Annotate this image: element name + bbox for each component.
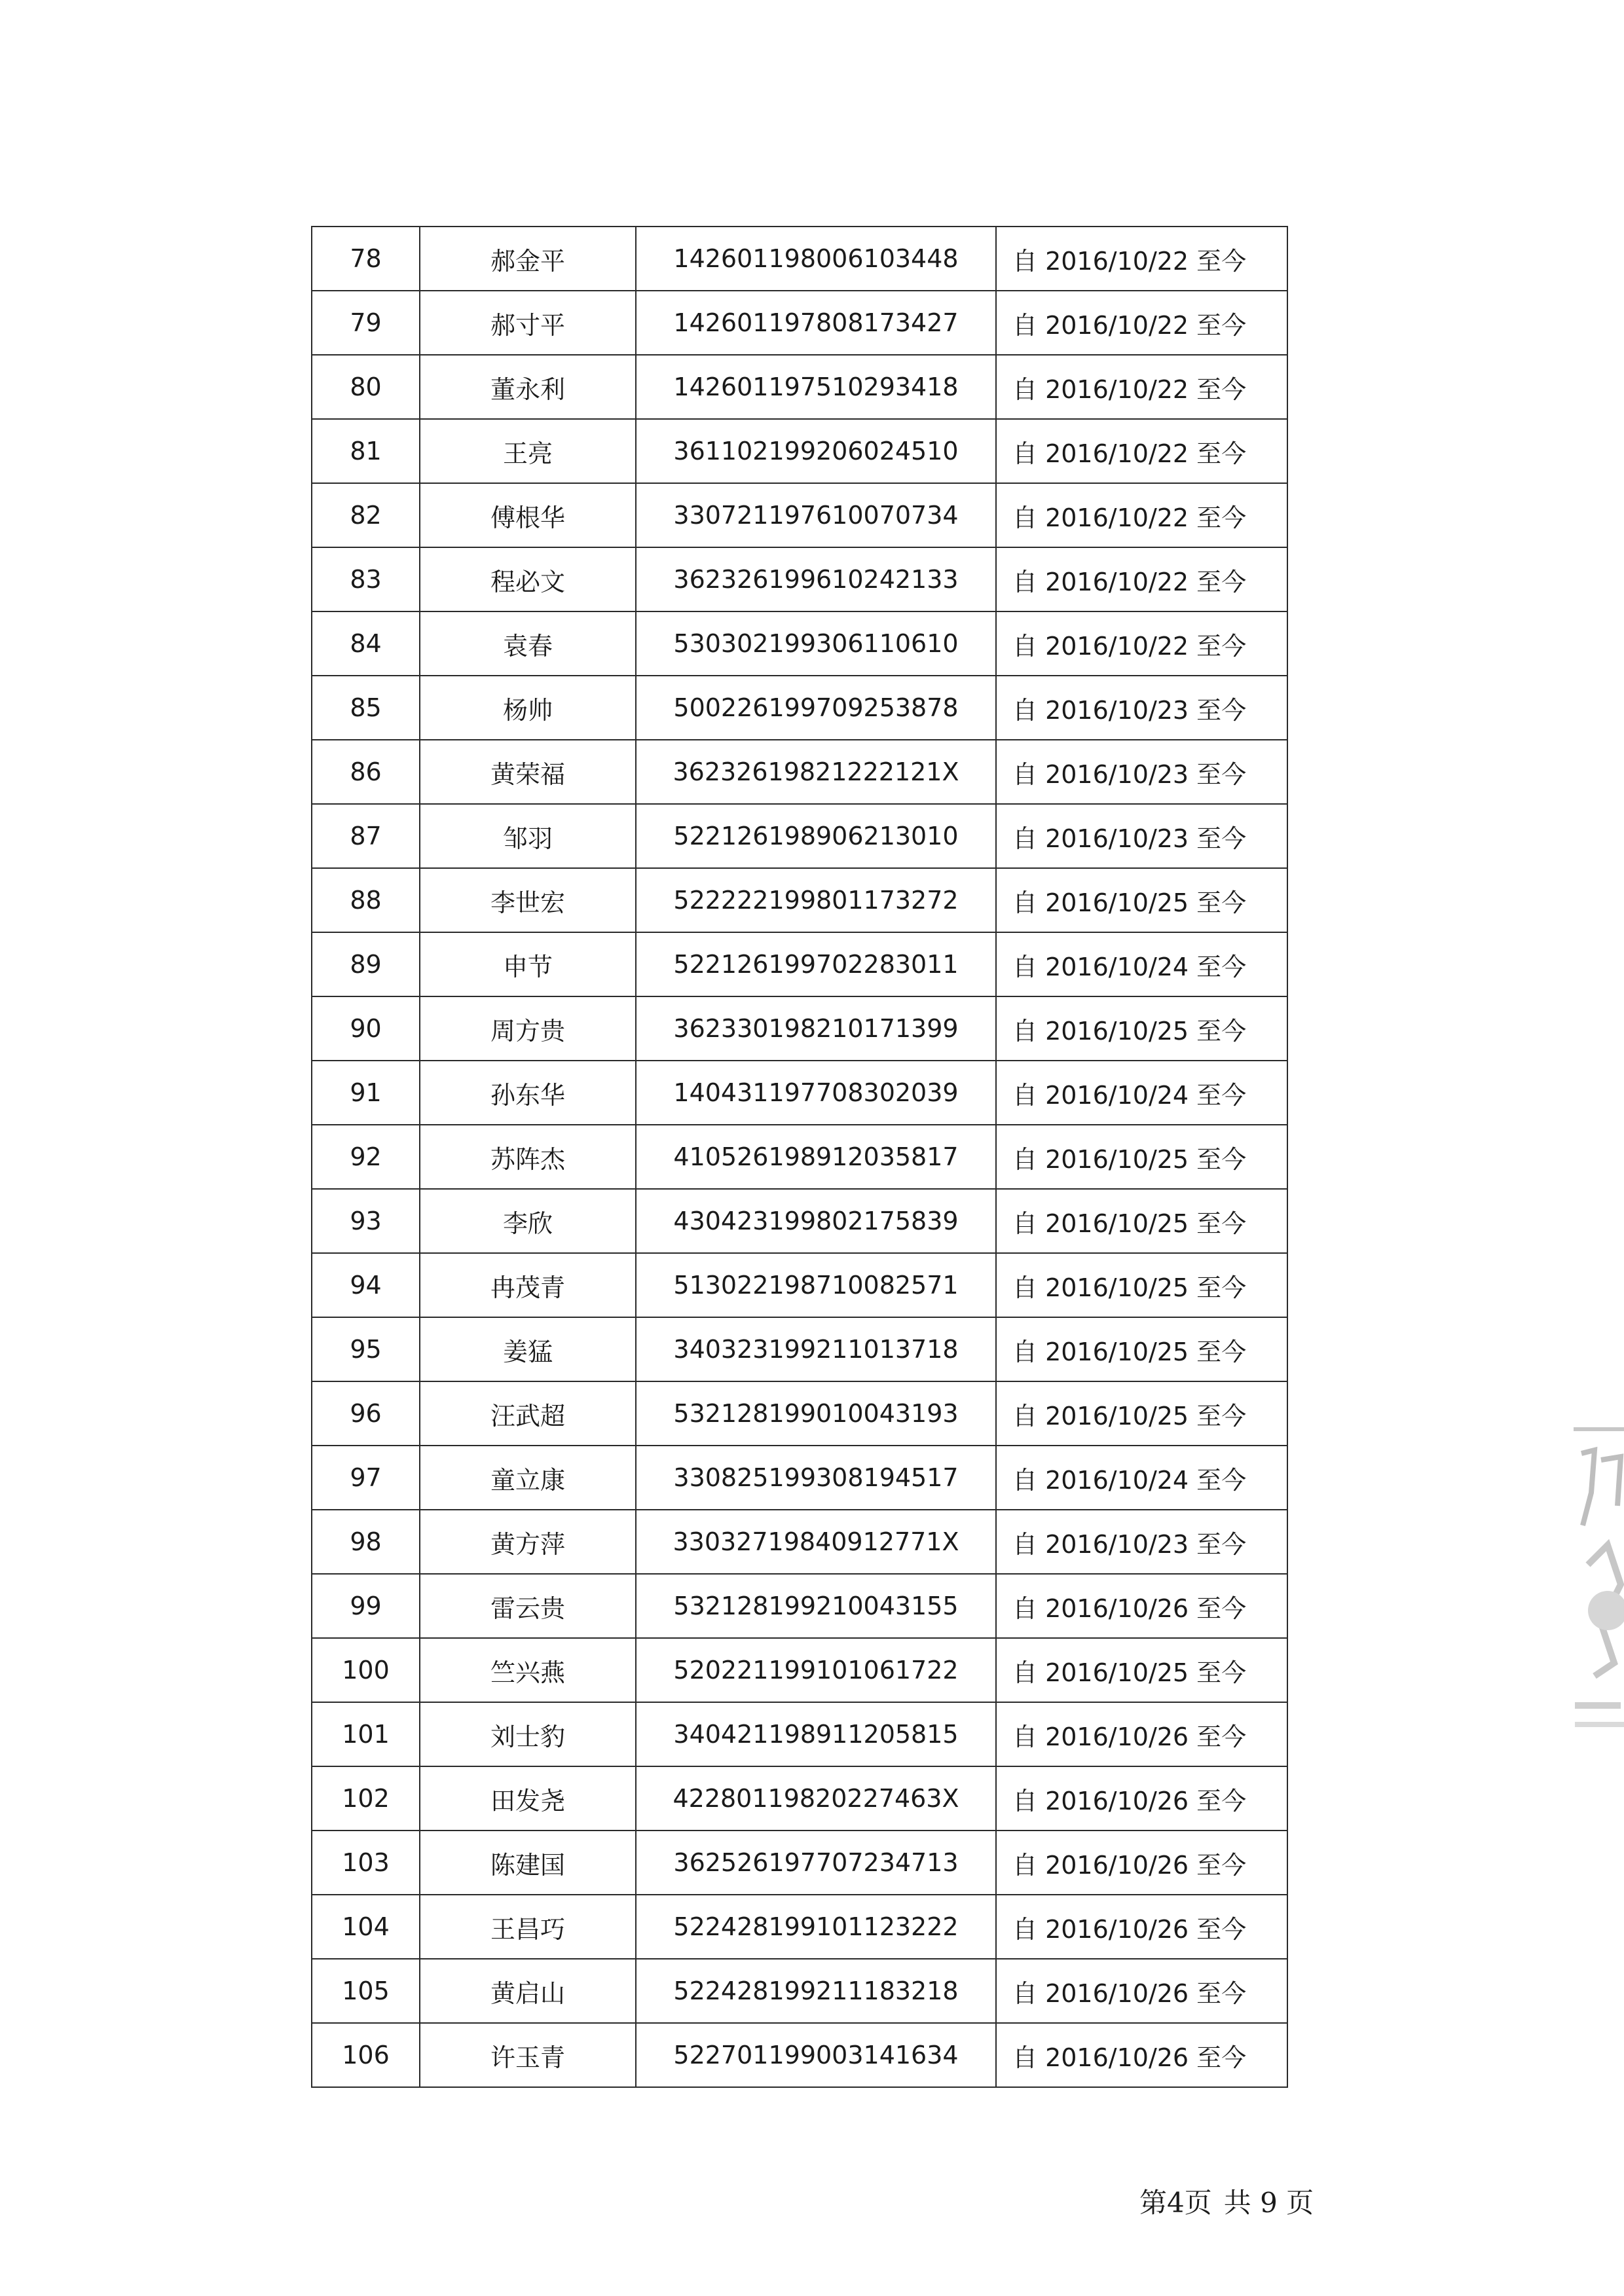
table-row	[312, 1446, 1287, 1510]
table-row	[312, 1125, 1287, 1189]
name-cell: 汪武超	[420, 1381, 636, 1446]
row-number-cell: 91	[312, 1061, 420, 1125]
page-total: 共 9 页	[1223, 2187, 1314, 2219]
table-row	[312, 676, 1287, 740]
row-number-cell: 104	[312, 1895, 420, 1959]
id-number-cell: 530302199306110610	[636, 611, 996, 676]
period-cell: 自 2016/10/24 至今	[996, 932, 1287, 996]
period-cell: 自 2016/10/22 至今	[996, 547, 1287, 611]
period-cell: 自 2016/10/22 至今	[996, 611, 1287, 676]
row-number-cell: 84	[312, 611, 420, 676]
table-row	[312, 1061, 1287, 1125]
id-number-cell: 142601198006103448	[636, 227, 996, 291]
id-number-cell: 522701199003141634	[636, 2023, 996, 2087]
name-cell: 傅根华	[420, 483, 636, 547]
period-cell: 自 2016/10/25 至今	[996, 1125, 1287, 1189]
id-number-cell: 410526198912035817	[636, 1125, 996, 1189]
row-number-cell: 97	[312, 1446, 420, 1510]
id-number-cell: 522126198906213010	[636, 804, 996, 868]
period-cell: 自 2016/10/26 至今	[996, 1702, 1287, 1766]
period-cell: 自 2016/10/23 至今	[996, 676, 1287, 740]
period-cell: 自 2016/10/25 至今	[996, 868, 1287, 932]
row-number-cell: 79	[312, 291, 420, 355]
name-cell: 陈建国	[420, 1831, 636, 1895]
table-row	[312, 1510, 1287, 1574]
row-number-cell: 89	[312, 932, 420, 996]
page-number: 第4页	[1139, 2187, 1212, 2219]
table-row	[312, 1381, 1287, 1446]
period-cell: 自 2016/10/22 至今	[996, 419, 1287, 483]
row-number-cell: 80	[312, 355, 420, 419]
row-number-cell: 93	[312, 1189, 420, 1253]
name-cell: 邹羽	[420, 804, 636, 868]
name-cell: 许玉青	[420, 2023, 636, 2087]
record-table	[311, 226, 1288, 2088]
id-number-cell: 142601197808173427	[636, 291, 996, 355]
name-cell: 黄启山	[420, 1959, 636, 2023]
row-number-cell: 82	[312, 483, 420, 547]
table-row	[312, 804, 1287, 868]
row-number-cell: 87	[312, 804, 420, 868]
period-cell: 自 2016/10/25 至今	[996, 1638, 1287, 1702]
id-number-cell: 330825199308194517	[636, 1446, 996, 1510]
period-cell: 自 2016/10/25 至今	[996, 996, 1287, 1061]
table-row	[312, 1574, 1287, 1638]
table-row	[312, 1253, 1287, 1317]
name-cell: 黄方萍	[420, 1510, 636, 1574]
period-cell: 自 2016/10/25 至今	[996, 1189, 1287, 1253]
id-number-cell: 500226199709253878	[636, 676, 996, 740]
table-row	[312, 1317, 1287, 1381]
id-number-cell: 522222199801173272	[636, 868, 996, 932]
id-number-cell: 520221199101061722	[636, 1638, 996, 1702]
period-cell: 自 2016/10/25 至今	[996, 1317, 1287, 1381]
id-number-cell: 532128199010043193	[636, 1381, 996, 1446]
id-number-cell: 522428199211183218	[636, 1959, 996, 2023]
name-cell: 程必文	[420, 547, 636, 611]
table-row	[312, 932, 1287, 996]
row-number-cell: 78	[312, 227, 420, 291]
name-cell: 黄荣福	[420, 740, 636, 804]
name-cell: 孙东华	[420, 1061, 636, 1125]
id-number-cell: 340323199211013718	[636, 1317, 996, 1381]
row-number-cell: 88	[312, 868, 420, 932]
row-number-cell: 90	[312, 996, 420, 1061]
table-row	[312, 1895, 1287, 1959]
id-number-cell: 522428199101123222	[636, 1895, 996, 1959]
row-number-cell: 94	[312, 1253, 420, 1317]
table-row	[312, 419, 1287, 483]
id-number-cell: 513022198710082571	[636, 1253, 996, 1317]
name-cell: 田发尧	[420, 1766, 636, 1831]
name-cell: 杨帅	[420, 676, 636, 740]
row-number-cell: 86	[312, 740, 420, 804]
id-number-cell: 430423199802175839	[636, 1189, 996, 1253]
name-cell: 周方贵	[420, 996, 636, 1061]
row-number-cell: 99	[312, 1574, 420, 1638]
table-row	[312, 740, 1287, 804]
partial-seal-stamp	[1568, 1414, 1624, 1781]
name-cell: 竺兴燕	[420, 1638, 636, 1702]
period-cell: 自 2016/10/22 至今	[996, 227, 1287, 291]
name-cell: 申节	[420, 932, 636, 996]
name-cell: 刘士豹	[420, 1702, 636, 1766]
table-row	[312, 1766, 1287, 1831]
name-cell: 雷云贵	[420, 1574, 636, 1638]
id-number-cell: 33032719840912771X	[636, 1510, 996, 1574]
name-cell: 苏阵杰	[420, 1125, 636, 1189]
table-row	[312, 996, 1287, 1061]
period-cell: 自 2016/10/26 至今	[996, 1959, 1287, 2023]
row-number-cell: 105	[312, 1959, 420, 2023]
table-row	[312, 547, 1287, 611]
table-row	[312, 2023, 1287, 2087]
row-number-cell: 95	[312, 1317, 420, 1381]
row-number-cell: 101	[312, 1702, 420, 1766]
name-cell: 郝金平	[420, 227, 636, 291]
period-cell: 自 2016/10/22 至今	[996, 483, 1287, 547]
table-row	[312, 1702, 1287, 1766]
table-row	[312, 227, 1287, 291]
period-cell: 自 2016/10/26 至今	[996, 1831, 1287, 1895]
name-cell: 李世宏	[420, 868, 636, 932]
table-row	[312, 1638, 1287, 1702]
period-cell: 自 2016/10/24 至今	[996, 1446, 1287, 1510]
id-number-cell: 362326199610242133	[636, 547, 996, 611]
name-cell: 郝寸平	[420, 291, 636, 355]
table-row	[312, 1831, 1287, 1895]
period-cell: 自 2016/10/22 至今	[996, 355, 1287, 419]
id-number-cell: 532128199210043155	[636, 1574, 996, 1638]
period-cell: 自 2016/10/22 至今	[996, 291, 1287, 355]
row-number-cell: 102	[312, 1766, 420, 1831]
name-cell: 李欣	[420, 1189, 636, 1253]
table-row	[312, 483, 1287, 547]
period-cell: 自 2016/10/26 至今	[996, 1574, 1287, 1638]
id-number-cell: 330721197610070734	[636, 483, 996, 547]
table-row	[312, 611, 1287, 676]
id-number-cell: 142601197510293418	[636, 355, 996, 419]
name-cell: 王昌巧	[420, 1895, 636, 1959]
row-number-cell: 85	[312, 676, 420, 740]
id-number-cell: 362526197707234713	[636, 1831, 996, 1895]
name-cell: 姜猛	[420, 1317, 636, 1381]
period-cell: 自 2016/10/24 至今	[996, 1061, 1287, 1125]
row-number-cell: 100	[312, 1638, 420, 1702]
page-footer	[1139, 2181, 1325, 2221]
period-cell: 自 2016/10/25 至今	[996, 1381, 1287, 1446]
id-number-cell: 522126199702283011	[636, 932, 996, 996]
period-cell: 自 2016/10/23 至今	[996, 804, 1287, 868]
row-number-cell: 103	[312, 1831, 420, 1895]
id-number-cell: 340421198911205815	[636, 1702, 996, 1766]
row-number-cell: 83	[312, 547, 420, 611]
id-number-cell: 361102199206024510	[636, 419, 996, 483]
period-cell: 自 2016/10/26 至今	[996, 1766, 1287, 1831]
name-cell: 董永利	[420, 355, 636, 419]
row-number-cell: 106	[312, 2023, 420, 2087]
table-row	[312, 1189, 1287, 1253]
period-cell: 自 2016/10/23 至今	[996, 740, 1287, 804]
table-row	[312, 1959, 1287, 2023]
name-cell: 冉茂青	[420, 1253, 636, 1317]
row-number-cell: 81	[312, 419, 420, 483]
name-cell: 童立康	[420, 1446, 636, 1510]
id-number-cell: 36232619821222121X	[636, 740, 996, 804]
table-row	[312, 291, 1287, 355]
id-number-cell: 362330198210171399	[636, 996, 996, 1061]
period-cell: 自 2016/10/23 至今	[996, 1510, 1287, 1574]
id-number-cell: 140431197708302039	[636, 1061, 996, 1125]
name-cell: 袁春	[420, 611, 636, 676]
row-number-cell: 96	[312, 1381, 420, 1446]
row-number-cell: 92	[312, 1125, 420, 1189]
row-number-cell: 98	[312, 1510, 420, 1574]
period-cell: 自 2016/10/25 至今	[996, 1253, 1287, 1317]
table-row	[312, 355, 1287, 419]
name-cell: 王亮	[420, 419, 636, 483]
id-number-cell: 42280119820227463X	[636, 1766, 996, 1831]
period-cell: 自 2016/10/26 至今	[996, 1895, 1287, 1959]
period-cell: 自 2016/10/26 至今	[996, 2023, 1287, 2087]
record-table-body	[312, 227, 1287, 2087]
table-row	[312, 868, 1287, 932]
